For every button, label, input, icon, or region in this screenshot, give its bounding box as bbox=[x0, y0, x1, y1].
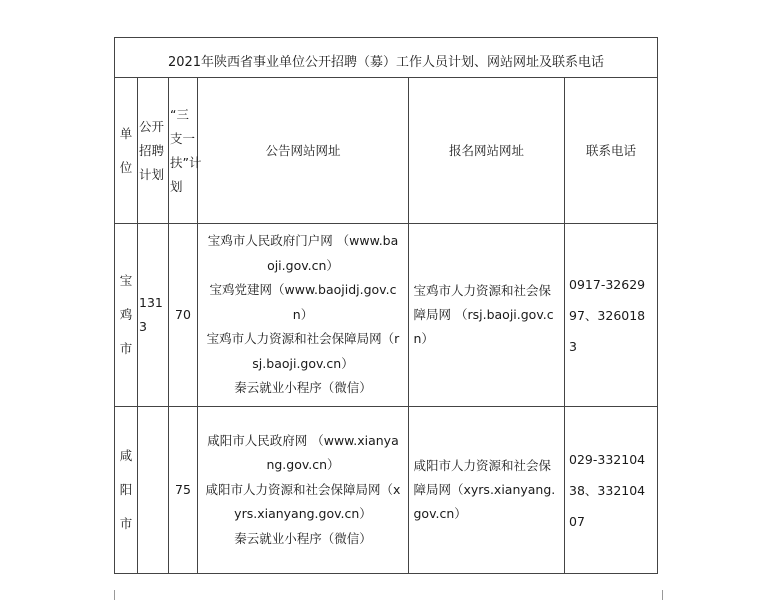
sanzhi-plan-cell: 70 bbox=[169, 224, 198, 407]
table-row bbox=[115, 407, 658, 574]
register-cell: 咸阳市人力资源和社会保障局网（xyrs.xianyang.gov.cn） bbox=[409, 407, 565, 574]
announce-link: 秦云就业小程序（微信） bbox=[234, 530, 372, 546]
header-unit: 单位 bbox=[115, 78, 138, 224]
announce-cell bbox=[198, 224, 409, 407]
recruitment-table bbox=[114, 37, 658, 574]
header-register-site: 报名网站网址 bbox=[409, 78, 565, 224]
announce-link: 宝鸡市人力资源和社会保障局网（rsj.baoji.gov.cn） bbox=[206, 331, 400, 371]
phone-cell: 0917-3262997、3260183 bbox=[565, 224, 658, 407]
register-cell: 宝鸡市人力资源和社会保障局网 （rsj.baoji.gov.cn） bbox=[409, 224, 565, 407]
table-row bbox=[115, 224, 658, 407]
announce-link: 宝鸡党建网（www.baojidj.gov.cn） bbox=[209, 282, 397, 322]
table-title: 2021年陕西省事业单位公开招聘（募）工作人员计划、网站网址及联系电话 bbox=[115, 38, 658, 78]
announce-link: 宝鸡市人民政府门户网 （www.baoji.gov.cn） bbox=[207, 233, 399, 273]
sanzhi-plan-cell: 75 bbox=[169, 407, 198, 574]
public-plan-cell bbox=[138, 407, 169, 574]
header-sanzhi-plan: “三支一扶”计划 bbox=[169, 78, 198, 224]
header-public-plan: 公开招聘计划 bbox=[138, 78, 169, 224]
header-announce-site: 公告网站网址 bbox=[198, 78, 409, 224]
phone-cell: 029-33210438、33210407 bbox=[565, 407, 658, 574]
unit-cell: 咸阳市 bbox=[115, 407, 138, 574]
public-plan-cell: 1313 bbox=[138, 224, 169, 407]
announce-link: 秦云就业小程序（微信） bbox=[234, 380, 372, 396]
announce-link: 咸阳市人力资源和社会保障局网（xyrs.xianyang.gov.cn） bbox=[205, 481, 401, 522]
page-corner-left bbox=[114, 590, 121, 600]
unit-cell: 宝鸡市 bbox=[115, 224, 138, 407]
announce-link: 咸阳市人民政府网 （www.xianyang.gov.cn） bbox=[207, 432, 399, 473]
announce-cell bbox=[198, 407, 409, 574]
page-corner-right bbox=[656, 590, 663, 600]
header-phone: 联系电话 bbox=[565, 78, 658, 224]
